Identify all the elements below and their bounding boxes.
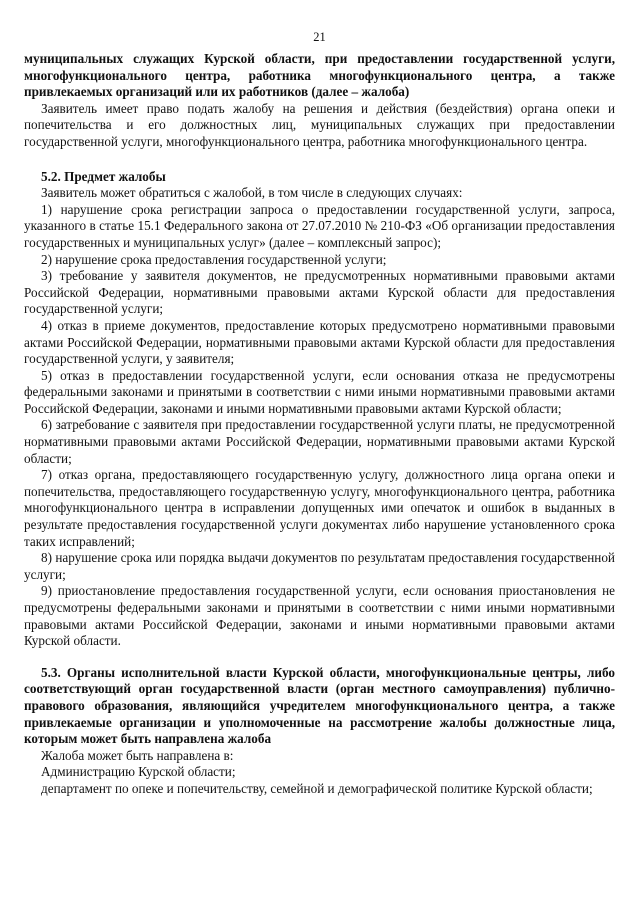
list-item: 7) отказ органа, предоставляющего государственную услугу, должностного лица органа опеки и попечительства, предоставляющего государственную услугу, многофункционального центра, работника многофункционального центра в исправлении допущенных ими опечаток и ошибок в выданных в результате предоставления государственной услуги документах либо нарушение установленного срока таких исправлений; [24, 467, 615, 549]
spacer [24, 151, 615, 169]
section-5-3-line: Администрацию Курской области; [41, 764, 236, 780]
section-5-3-line: Жалоба может быть направлена в: [41, 747, 234, 763]
list-item: 6) затребование с заявителя при предоставлении государственной услуги платы, не предусмотренной нормативными правовыми актами Российской Федерации, нормативными правовыми актами Курской области; [24, 417, 615, 466]
list-item: 2) нарушение срока предоставления государственной услуги; [41, 251, 387, 267]
section-5-3-heading: 5.3. Органы исполнительной власти Курской области, многофункциональные центры, либо соответствующий орган государственной власти (орган местного самоуправления) публично-правового образования, являющийся учредителем многофункционального центра, а также привлекаемые организации и уполномоченные на рассмотрение жалобы должностные лица, которым может быть направлена жалоба [24, 664, 615, 747]
list-item: 1) нарушение срока регистрации запроса о предоставлении государственной услуги, запроса, указанного в статье 15.1 Федерального закона от 27.07.2010 № 210-ФЗ «Об организации предоставления государственных и муниципальных услуг» (далее – комплексный запрос); [24, 201, 615, 250]
section-5-3-line: департамент по опеке и попечительству, семейной и демографической политике Курской области; [41, 780, 593, 796]
intro-paragraph: Заявитель имеет право подать жалобу на решения и действия (бездействия) органа опеки и попечительства и его должностных лиц, муниципальных служащих при предоставлении государственной услуги, многофункционального центра, работника многофункционального центра. [24, 100, 615, 149]
list-item: 9) приостановление предоставления государственной услуги, если основания приостановления не предусмотрены федеральными законами и принятыми в соответствии с ними иными нормативными правовыми актами Российской Федерации, законами и иными нормативными правовыми актами Курской области. [24, 583, 615, 649]
list-item: 5) отказ в предоставлении государственной услуги, если основания отказа не предусмотрены федеральными законами и принятыми в соответствии с ними иными нормативными правовыми актами Российской Федерации, законами и иными нормативными правовыми актами Курской области; [24, 367, 615, 416]
page-number: 21 [313, 30, 326, 44]
intro-bold-continuation: муниципальных служащих Курской области, при предоставлении государственной услуги, многофункционального центра, работника многофункционального центра, а также привлекаемых организаций или их работников (далее – жалоба) [24, 51, 615, 100]
list-item: 3) требование у заявителя документов, не предусмотренных нормативными правовыми актами Российской Федерации, нормативными правовыми актами Курской области для предоставления государственной услуги; [24, 268, 615, 317]
spacer [24, 650, 615, 665]
list-item: 8) нарушение срока или порядка выдачи документов по результатам предоставления государственной услуги; [24, 550, 615, 582]
list-item: 4) отказ в приеме документов, предоставление которых предусмотрено нормативными правовыми актами Российской Федерации, нормативными правовыми актами Курской области для предоставления государственной услуги, у заявителя; [24, 317, 615, 367]
section-5-2-heading: 5.2. Предмет жалобы [41, 168, 166, 184]
section-5-2-lead: Заявитель может обратиться с жалобой, в том числе в следующих случаях: [41, 185, 463, 201]
